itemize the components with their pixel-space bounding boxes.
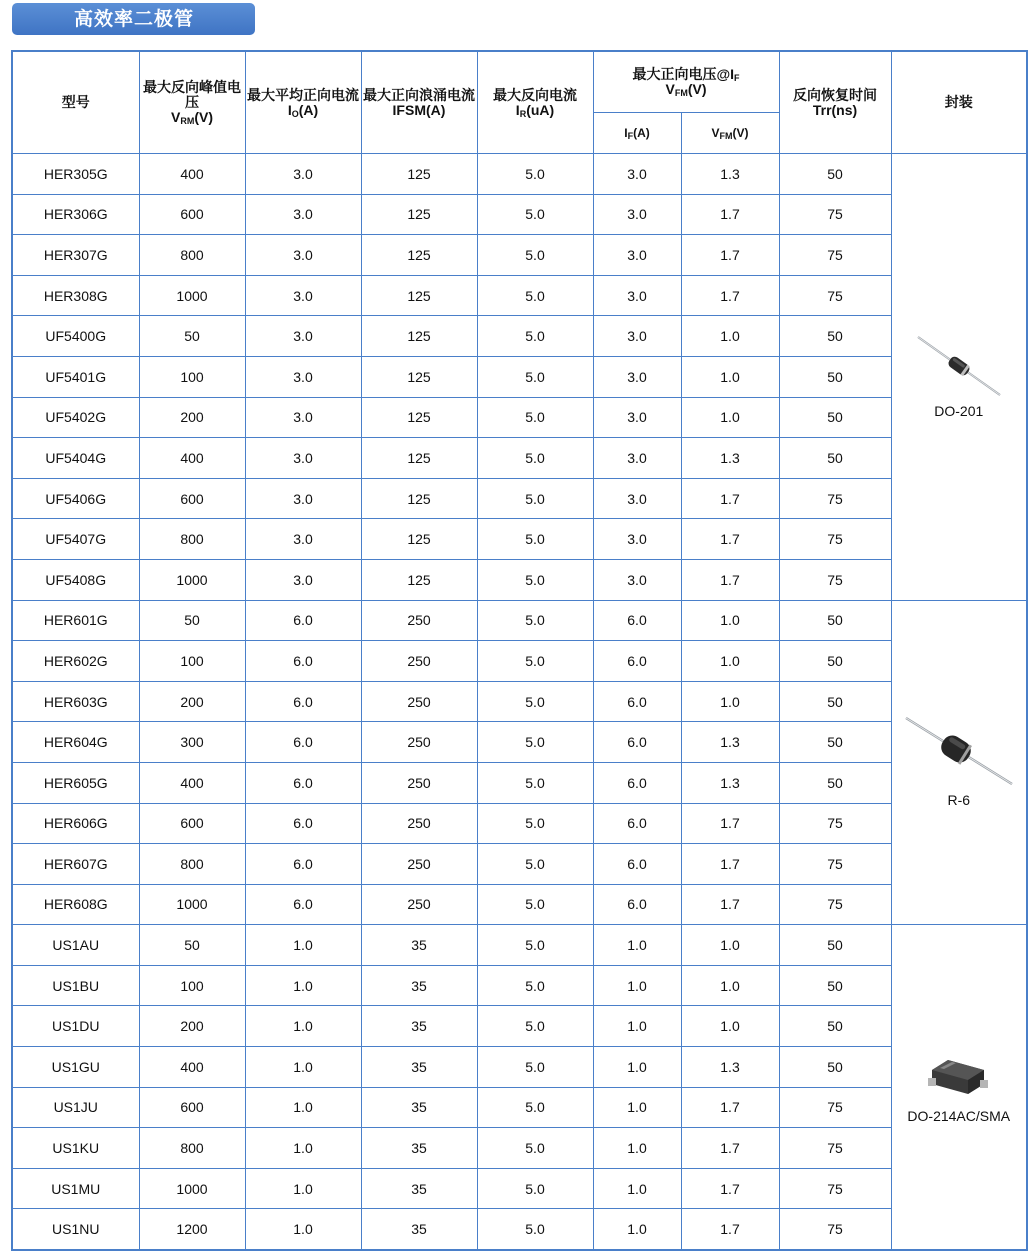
cell-model: US1KU xyxy=(12,1128,139,1169)
vrm-title: 最大反向峰值电压 xyxy=(143,79,241,110)
cell-ir: 5.0 xyxy=(477,884,593,925)
cell-io: 3.0 xyxy=(245,438,361,479)
table-row xyxy=(12,275,1027,316)
cell-ifsm: 250 xyxy=(361,803,477,844)
cell-ifsm: 125 xyxy=(361,316,477,357)
cell-vfm: 1.3 xyxy=(681,1047,779,1088)
cell-ir: 5.0 xyxy=(477,397,593,438)
table-row xyxy=(12,1128,1027,1169)
cell-ifsm: 250 xyxy=(361,641,477,682)
cell-ir: 5.0 xyxy=(477,235,593,276)
col-vrm-header xyxy=(139,51,245,154)
cell-if: 1.0 xyxy=(593,1128,681,1169)
table-row xyxy=(12,1209,1027,1250)
axial-diode-large-icon xyxy=(904,716,1014,786)
cell-io: 3.0 xyxy=(245,397,361,438)
cell-vrm: 800 xyxy=(139,1128,245,1169)
col-model-header: 型号 xyxy=(12,51,139,154)
cell-trr: 75 xyxy=(779,235,891,276)
cell-if: 6.0 xyxy=(593,681,681,722)
cell-vrm: 300 xyxy=(139,722,245,763)
io-title: 最大平均正向电流 xyxy=(247,86,359,103)
cell-vfm: 1.7 xyxy=(681,478,779,519)
cell-vfm: 1.7 xyxy=(681,559,779,600)
col-io-header xyxy=(245,51,361,154)
cell-trr: 75 xyxy=(779,1128,891,1169)
cell-trr: 50 xyxy=(779,356,891,397)
table-row xyxy=(12,316,1027,357)
cell-model: UF5401G xyxy=(12,356,139,397)
cell-vrm: 100 xyxy=(139,965,245,1006)
cell-if: 6.0 xyxy=(593,844,681,885)
cell-trr: 75 xyxy=(779,194,891,235)
table-row xyxy=(12,356,1027,397)
vrm-unit: (V) xyxy=(194,109,213,125)
cell-io: 6.0 xyxy=(245,844,361,885)
cell-ifsm: 250 xyxy=(361,762,477,803)
ifsm-unit: IFSM(A) xyxy=(392,101,446,118)
cell-model: UF5404G xyxy=(12,438,139,479)
vfm2-unit: (V) xyxy=(732,125,749,140)
table-row xyxy=(12,965,1027,1006)
col-ifsm-header xyxy=(361,51,477,154)
cell-vrm: 200 xyxy=(139,681,245,722)
cell-vrm: 800 xyxy=(139,235,245,276)
cell-ir: 5.0 xyxy=(477,641,593,682)
cell-io: 3.0 xyxy=(245,235,361,276)
cell-trr: 75 xyxy=(779,559,891,600)
cell-vfm: 1.7 xyxy=(681,519,779,560)
cell-if: 3.0 xyxy=(593,478,681,519)
cell-io: 6.0 xyxy=(245,681,361,722)
trr-unit: Trr(ns) xyxy=(812,101,858,118)
vfm-title-subscript: F xyxy=(734,73,740,83)
cell-trr: 50 xyxy=(779,1006,891,1047)
cell-model: UF5406G xyxy=(12,478,139,519)
cell-if: 3.0 xyxy=(593,194,681,235)
package-cell xyxy=(891,925,1027,1250)
cell-ir: 5.0 xyxy=(477,478,593,519)
cell-ifsm: 35 xyxy=(361,965,477,1006)
cell-ifsm: 125 xyxy=(361,559,477,600)
cell-io: 3.0 xyxy=(245,154,361,195)
cell-ifsm: 250 xyxy=(361,681,477,722)
cell-vfm: 1.0 xyxy=(681,681,779,722)
cell-trr: 50 xyxy=(779,154,891,195)
cell-if: 1.0 xyxy=(593,1168,681,1209)
table-row xyxy=(12,1047,1027,1088)
cell-if: 1.0 xyxy=(593,965,681,1006)
cell-io: 1.0 xyxy=(245,1209,361,1250)
cell-vrm: 1200 xyxy=(139,1209,245,1250)
cell-vfm: 1.0 xyxy=(681,965,779,1006)
cell-vrm: 600 xyxy=(139,194,245,235)
col-trr-header xyxy=(779,51,891,154)
cell-io: 6.0 xyxy=(245,641,361,682)
cell-vrm: 800 xyxy=(139,844,245,885)
cell-io: 6.0 xyxy=(245,600,361,641)
cell-ir: 5.0 xyxy=(477,1047,593,1088)
cell-if: 1.0 xyxy=(593,1209,681,1250)
cell-vfm: 1.0 xyxy=(681,925,779,966)
cell-model: HER305G xyxy=(12,154,139,195)
cell-ir: 5.0 xyxy=(477,600,593,641)
cell-model: UF5400G xyxy=(12,316,139,357)
cell-if: 6.0 xyxy=(593,884,681,925)
cell-model: US1BU xyxy=(12,965,139,1006)
cell-trr: 75 xyxy=(779,1168,891,1209)
cell-ifsm: 125 xyxy=(361,438,477,479)
cell-vrm: 100 xyxy=(139,356,245,397)
cell-ifsm: 125 xyxy=(361,194,477,235)
if-symbol: I xyxy=(624,125,628,140)
cell-vfm: 1.0 xyxy=(681,600,779,641)
cell-vfm: 1.3 xyxy=(681,438,779,479)
vfm-title: 最大正向电压@I xyxy=(632,66,735,82)
cell-io: 6.0 xyxy=(245,722,361,763)
cell-ir: 5.0 xyxy=(477,1087,593,1128)
table-row xyxy=(12,641,1027,682)
cell-model: HER601G xyxy=(12,600,139,641)
cell-io: 3.0 xyxy=(245,275,361,316)
cell-if: 3.0 xyxy=(593,316,681,357)
cell-if: 6.0 xyxy=(593,641,681,682)
cell-ir: 5.0 xyxy=(477,519,593,560)
cell-trr: 50 xyxy=(779,397,891,438)
cell-model: HER603G xyxy=(12,681,139,722)
cell-vfm: 1.7 xyxy=(681,275,779,316)
cell-model: UF5407G xyxy=(12,519,139,560)
cell-io: 3.0 xyxy=(245,559,361,600)
table-row xyxy=(12,235,1027,276)
cell-if: 1.0 xyxy=(593,1087,681,1128)
cell-ifsm: 125 xyxy=(361,397,477,438)
cell-trr: 50 xyxy=(779,722,891,763)
cell-io: 1.0 xyxy=(245,925,361,966)
cell-if: 3.0 xyxy=(593,519,681,560)
cell-model: US1AU xyxy=(12,925,139,966)
cell-trr: 75 xyxy=(779,478,891,519)
table-row xyxy=(12,762,1027,803)
cell-vfm: 1.3 xyxy=(681,722,779,763)
cell-vfm: 1.3 xyxy=(681,154,779,195)
cell-io: 6.0 xyxy=(245,762,361,803)
cell-if: 6.0 xyxy=(593,762,681,803)
section-title: 高效率二极管 xyxy=(12,3,255,35)
cell-if: 3.0 xyxy=(593,275,681,316)
cell-io: 1.0 xyxy=(245,965,361,1006)
cell-vfm: 1.0 xyxy=(681,397,779,438)
table-row xyxy=(12,519,1027,560)
table-row xyxy=(12,925,1027,966)
cell-trr: 50 xyxy=(779,965,891,1006)
cell-vfm: 1.0 xyxy=(681,641,779,682)
cell-ifsm: 250 xyxy=(361,884,477,925)
cell-model: HER602G xyxy=(12,641,139,682)
cell-io: 3.0 xyxy=(245,356,361,397)
ir-unit: (uA) xyxy=(526,101,555,118)
cell-model: US1NU xyxy=(12,1209,139,1250)
cell-io: 1.0 xyxy=(245,1168,361,1209)
cell-ir: 5.0 xyxy=(477,559,593,600)
cell-vrm: 200 xyxy=(139,397,245,438)
cell-io: 3.0 xyxy=(245,194,361,235)
cell-model: UF5408G xyxy=(12,559,139,600)
cell-if: 1.0 xyxy=(593,1047,681,1088)
cell-ifsm: 125 xyxy=(361,154,477,195)
vfm-symbol: V xyxy=(665,81,675,97)
cell-ifsm: 35 xyxy=(361,1087,477,1128)
cell-vfm: 1.7 xyxy=(681,884,779,925)
cell-vfm: 1.7 xyxy=(681,803,779,844)
io-subscript: O xyxy=(291,108,299,119)
cell-ifsm: 35 xyxy=(361,1168,477,1209)
cell-if: 3.0 xyxy=(593,438,681,479)
cell-ifsm: 125 xyxy=(361,519,477,560)
cell-vrm: 1000 xyxy=(139,559,245,600)
cell-ir: 5.0 xyxy=(477,1209,593,1250)
vrm-subscript: RM xyxy=(180,116,195,126)
smd-diode-icon xyxy=(926,1050,992,1102)
cell-ifsm: 250 xyxy=(361,600,477,641)
table-row xyxy=(12,559,1027,600)
cell-if: 3.0 xyxy=(593,356,681,397)
cell-if: 3.0 xyxy=(593,154,681,195)
table-row xyxy=(12,884,1027,925)
cell-model: US1GU xyxy=(12,1047,139,1088)
table-row xyxy=(12,600,1027,641)
col-if-header xyxy=(593,113,681,154)
cell-io: 6.0 xyxy=(245,803,361,844)
cell-model: HER608G xyxy=(12,884,139,925)
package-label: DO-214AC/SMA xyxy=(907,1108,1011,1125)
table-row xyxy=(12,1168,1027,1209)
col-vfm-group-header xyxy=(593,51,779,113)
cell-vrm: 400 xyxy=(139,762,245,803)
cell-ir: 5.0 xyxy=(477,1006,593,1047)
cell-trr: 50 xyxy=(779,600,891,641)
cell-io: 1.0 xyxy=(245,1006,361,1047)
vfm2-subscript: FM xyxy=(719,130,733,141)
cell-vrm: 100 xyxy=(139,641,245,682)
cell-vrm: 600 xyxy=(139,803,245,844)
cell-trr: 75 xyxy=(779,1087,891,1128)
cell-vfm: 1.7 xyxy=(681,235,779,276)
cell-vrm: 50 xyxy=(139,925,245,966)
table-body xyxy=(12,154,1027,1251)
cell-ir: 5.0 xyxy=(477,316,593,357)
cell-if: 1.0 xyxy=(593,1006,681,1047)
cell-trr: 50 xyxy=(779,925,891,966)
if-unit: (A) xyxy=(633,125,650,140)
cell-trr: 50 xyxy=(779,316,891,357)
table-row xyxy=(12,722,1027,763)
cell-ifsm: 250 xyxy=(361,844,477,885)
col-ir-header xyxy=(477,51,593,154)
cell-trr: 75 xyxy=(779,884,891,925)
cell-ifsm: 125 xyxy=(361,356,477,397)
cell-io: 3.0 xyxy=(245,519,361,560)
cell-vrm: 600 xyxy=(139,478,245,519)
cell-vrm: 50 xyxy=(139,316,245,357)
cell-if: 3.0 xyxy=(593,235,681,276)
table-row xyxy=(12,803,1027,844)
cell-trr: 50 xyxy=(779,681,891,722)
table-row xyxy=(12,478,1027,519)
cell-model: HER604G xyxy=(12,722,139,763)
table-row xyxy=(12,681,1027,722)
io-symbol: I xyxy=(287,101,292,118)
cell-model: HER607G xyxy=(12,844,139,885)
table-row xyxy=(12,397,1027,438)
cell-model: HER307G xyxy=(12,235,139,276)
cell-model: UF5402G xyxy=(12,397,139,438)
cell-ir: 5.0 xyxy=(477,275,593,316)
vfm2-symbol: V xyxy=(711,125,720,140)
if-subscript: F xyxy=(627,130,634,141)
cell-if: 1.0 xyxy=(593,925,681,966)
cell-ifsm: 250 xyxy=(361,722,477,763)
cell-ir: 5.0 xyxy=(477,762,593,803)
axial-diode-small-icon xyxy=(916,335,1002,397)
cell-trr: 75 xyxy=(779,519,891,560)
cell-trr: 75 xyxy=(779,844,891,885)
cell-io: 1.0 xyxy=(245,1047,361,1088)
cell-ir: 5.0 xyxy=(477,722,593,763)
vfm-unit: (V) xyxy=(687,81,707,97)
ir-subscript: R xyxy=(519,108,527,119)
cell-if: 6.0 xyxy=(593,722,681,763)
table-row xyxy=(12,1087,1027,1128)
package-cell xyxy=(891,600,1027,925)
cell-vrm: 600 xyxy=(139,1087,245,1128)
cell-ir: 5.0 xyxy=(477,681,593,722)
cell-model: HER306G xyxy=(12,194,139,235)
cell-vfm: 1.7 xyxy=(681,844,779,885)
cell-trr: 50 xyxy=(779,1047,891,1088)
cell-ifsm: 125 xyxy=(361,275,477,316)
cell-if: 3.0 xyxy=(593,559,681,600)
header-row xyxy=(12,51,1027,113)
cell-ir: 5.0 xyxy=(477,925,593,966)
table-row xyxy=(12,844,1027,885)
table-row xyxy=(12,438,1027,479)
cell-trr: 50 xyxy=(779,438,891,479)
cell-io: 6.0 xyxy=(245,884,361,925)
table-row xyxy=(12,1006,1027,1047)
cell-vrm: 1000 xyxy=(139,1168,245,1209)
cell-vfm: 1.0 xyxy=(681,316,779,357)
package-label: R-6 xyxy=(947,792,971,809)
cell-io: 1.0 xyxy=(245,1128,361,1169)
cell-vrm: 200 xyxy=(139,1006,245,1047)
cell-trr: 50 xyxy=(779,641,891,682)
cell-model: US1DU xyxy=(12,1006,139,1047)
cell-ir: 5.0 xyxy=(477,1168,593,1209)
cell-vrm: 50 xyxy=(139,600,245,641)
cell-trr: 75 xyxy=(779,803,891,844)
cell-io: 3.0 xyxy=(245,316,361,357)
cell-vrm: 1000 xyxy=(139,884,245,925)
cell-vfm: 1.0 xyxy=(681,1006,779,1047)
cell-trr: 75 xyxy=(779,275,891,316)
cell-ir: 5.0 xyxy=(477,965,593,1006)
table-row xyxy=(12,154,1027,195)
cell-vfm: 1.7 xyxy=(681,1209,779,1250)
cell-ifsm: 35 xyxy=(361,925,477,966)
cell-trr: 50 xyxy=(779,762,891,803)
vrm-symbol: V xyxy=(170,109,181,125)
cell-ir: 5.0 xyxy=(477,154,593,195)
cell-model: HER308G xyxy=(12,275,139,316)
ir-title: 最大反向电流 xyxy=(493,86,577,103)
cell-io: 3.0 xyxy=(245,478,361,519)
diode-spec-table xyxy=(11,50,1028,1251)
cell-if: 6.0 xyxy=(593,803,681,844)
cell-vrm: 1000 xyxy=(139,275,245,316)
cell-trr: 75 xyxy=(779,1209,891,1250)
package-label: DO-201 xyxy=(934,402,984,419)
ifsm-title: 最大正向浪涌电流 xyxy=(363,86,475,103)
cell-vfm: 1.7 xyxy=(681,1087,779,1128)
cell-vfm: 1.0 xyxy=(681,356,779,397)
cell-vfm: 1.7 xyxy=(681,1128,779,1169)
cell-vrm: 800 xyxy=(139,519,245,560)
cell-ir: 5.0 xyxy=(477,438,593,479)
cell-vfm: 1.7 xyxy=(681,194,779,235)
cell-model: US1MU xyxy=(12,1168,139,1209)
table-row xyxy=(12,194,1027,235)
cell-vfm: 1.3 xyxy=(681,762,779,803)
cell-ifsm: 35 xyxy=(361,1047,477,1088)
cell-ir: 5.0 xyxy=(477,194,593,235)
cell-model: US1JU xyxy=(12,1087,139,1128)
cell-model: HER605G xyxy=(12,762,139,803)
col-vfm-value-header xyxy=(681,113,779,154)
cell-ifsm: 35 xyxy=(361,1209,477,1250)
cell-ir: 5.0 xyxy=(477,803,593,844)
io-unit: (A) xyxy=(298,101,319,118)
cell-ifsm: 125 xyxy=(361,235,477,276)
cell-vfm: 1.7 xyxy=(681,1168,779,1209)
cell-model: HER606G xyxy=(12,803,139,844)
cell-io: 1.0 xyxy=(245,1087,361,1128)
cell-ifsm: 35 xyxy=(361,1006,477,1047)
ir-symbol: I xyxy=(515,101,520,118)
vfm-subscript: FM xyxy=(674,88,688,98)
cell-ir: 5.0 xyxy=(477,356,593,397)
package-cell xyxy=(891,154,1027,601)
cell-vrm: 400 xyxy=(139,438,245,479)
cell-if: 3.0 xyxy=(593,397,681,438)
col-package-header: 封装 xyxy=(891,51,1027,154)
cell-vrm: 400 xyxy=(139,1047,245,1088)
trr-title: 反向恢复时间 xyxy=(793,86,878,103)
cell-vrm: 400 xyxy=(139,154,245,195)
cell-if: 6.0 xyxy=(593,600,681,641)
cell-ir: 5.0 xyxy=(477,844,593,885)
cell-ifsm: 35 xyxy=(361,1128,477,1169)
cell-ir: 5.0 xyxy=(477,1128,593,1169)
cell-ifsm: 125 xyxy=(361,478,477,519)
